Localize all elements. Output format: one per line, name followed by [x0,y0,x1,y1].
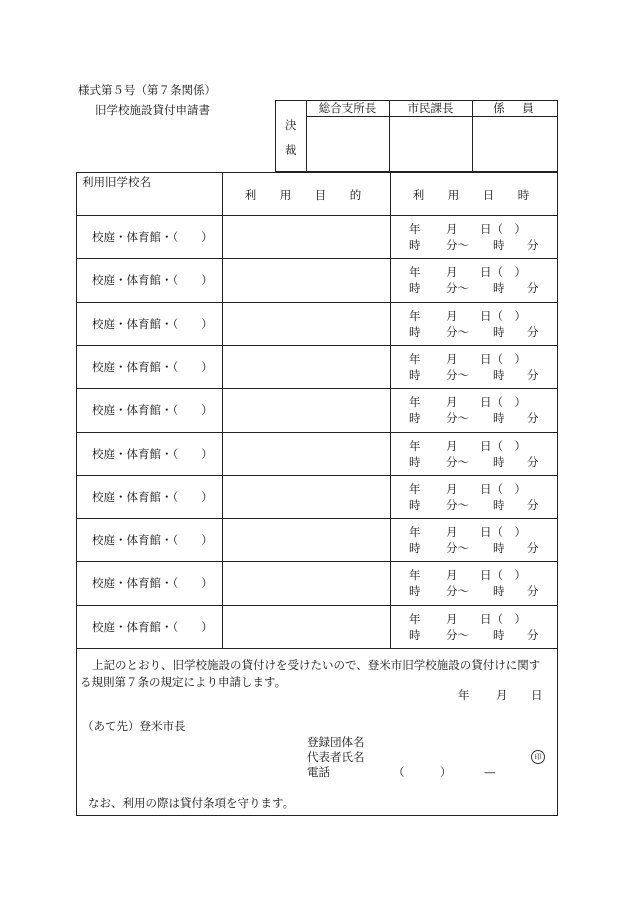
start-hour-label: 時 [409,238,421,252]
start-hour-label: 時 [409,497,421,512]
month-label: 月 [446,438,458,453]
facility-options: 校庭・体育館・（ ） [92,576,213,591]
day-weekday-label: 日（ ） [480,611,526,626]
start-minute-label: 分〜 [446,281,469,296]
row-divider [76,302,558,303]
phone-dash: — [484,765,496,779]
end-minute-label: 分 [527,497,539,512]
facility-options: 校庭・体育館・（ ） [92,619,213,634]
year-label: 年 [409,308,421,323]
year-label: 年 [409,265,421,280]
start-hour-label: 時 [409,367,421,382]
phone-paren-open: （ [393,765,405,779]
header-purpose: 利 用 目 的 [244,188,368,202]
facility-options: 校庭・体育館・（ ） [92,230,213,244]
approval-col-branch-head: 総合支所長 [318,101,377,115]
note: なお、利用の際は貸付条項を守ります。 [88,796,295,810]
row-divider [76,518,558,519]
end-minute-label: 分 [527,584,539,599]
month-label: 月 [446,525,458,540]
form-number: 様式第５号（第７条関係） [78,83,216,97]
approval-col-citizen-head: 市民課長 [407,101,454,115]
approval-label-2: 裁 [285,143,297,157]
start-minute-label: 分〜 [446,497,469,512]
start-minute-label: 分〜 [446,541,469,556]
day-weekday-label: 日（ ） [480,265,526,280]
date-day: 日 [531,688,543,702]
date-year: 年 [458,688,470,702]
year-label: 年 [409,222,421,236]
approval-label-1: 決 [285,118,297,132]
start-hour-label: 時 [409,281,421,296]
start-hour-label: 時 [409,454,421,469]
addressee: （あて先）登米市長 [82,719,186,733]
end-minute-label: 分 [527,541,539,556]
header-school: 利用旧学校名 [82,175,151,189]
year-label: 年 [409,525,421,540]
start-hour-label: 時 [409,627,421,642]
row-divider [76,345,558,346]
phone-paren-close: ） [440,765,452,779]
end-minute-label: 分 [527,627,539,642]
end-minute-label: 分 [527,324,539,339]
form-title: 旧学校施設貸付申請書 [95,103,210,117]
row-divider [76,561,558,562]
declaration-line-1: 上記のとおり、旧学校施設の貸付けを受けたいので、登米市旧学校施設の貸付けに関す [92,658,541,672]
facility-options: 校庭・体育館・（ ） [92,403,213,418]
year-label: 年 [409,611,421,626]
end-minute-label: 分 [527,281,539,296]
end-hour-label: 時 [493,454,505,469]
row-divider [76,475,558,476]
facility-options: 校庭・体育館・（ ） [92,533,213,548]
row-divider [76,605,558,606]
day-weekday-label: 日（ ） [480,481,526,496]
end-minute-label: 分 [527,454,539,469]
start-minute-label: 分〜 [446,411,469,426]
month-label: 月 [446,481,458,496]
end-hour-label: 時 [493,238,505,252]
month-label: 月 [446,611,458,626]
org-name-label: 登録団体名 [307,735,365,749]
end-hour-label: 時 [493,497,505,512]
start-hour-label: 時 [409,411,421,426]
day-weekday-label: 日（ ） [480,222,526,236]
end-minute-label: 分 [527,367,539,382]
end-minute-label: 分 [527,411,539,426]
row-divider [76,388,558,389]
facility-options: 校庭・体育館・（ ） [92,273,213,288]
start-minute-label: 分〜 [446,627,469,642]
month-label: 月 [446,222,458,236]
end-hour-label: 時 [493,367,505,382]
end-hour-label: 時 [493,584,505,599]
declaration-line-2: る規則第７条の規定により申請します。 [80,675,287,689]
date-month: 月 [496,688,508,702]
month-label: 月 [446,308,458,323]
representative-label: 代表者氏名 [307,750,365,764]
start-hour-label: 時 [409,584,421,599]
start-minute-label: 分〜 [446,454,469,469]
end-hour-label: 時 [493,627,505,642]
day-weekday-label: 日（ ） [480,308,526,323]
day-weekday-label: 日（ ） [480,395,526,410]
end-hour-label: 時 [493,541,505,556]
seal-mark: 印 [531,750,545,764]
year-label: 年 [409,481,421,496]
day-weekday-label: 日（ ） [480,351,526,366]
end-minute-label: 分 [527,238,539,252]
header-datetime: 利 用 日 時 [412,188,536,202]
year-label: 年 [409,438,421,453]
year-label: 年 [409,395,421,410]
facility-options: 校庭・体育館・（ ） [92,316,213,331]
end-hour-label: 時 [493,281,505,296]
start-minute-label: 分〜 [446,324,469,339]
month-label: 月 [446,395,458,410]
start-hour-label: 時 [409,541,421,556]
end-hour-label: 時 [493,411,505,426]
month-label: 月 [446,351,458,366]
start-minute-label: 分〜 [446,238,469,252]
day-weekday-label: 日（ ） [480,568,526,583]
start-hour-label: 時 [409,324,421,339]
row-divider [76,258,558,259]
approval-col-staff: 係 員 [493,101,537,115]
phone-label: 電話 [307,765,330,779]
day-weekday-label: 日（ ） [480,525,526,540]
start-minute-label: 分〜 [446,367,469,382]
end-hour-label: 時 [493,324,505,339]
month-label: 月 [446,265,458,280]
facility-options: 校庭・体育館・（ ） [92,446,213,461]
year-label: 年 [409,568,421,583]
start-minute-label: 分〜 [446,584,469,599]
facility-options: 校庭・体育館・（ ） [92,359,213,374]
year-label: 年 [409,351,421,366]
facility-options: 校庭・体育館・（ ） [92,489,213,504]
day-weekday-label: 日（ ） [480,438,526,453]
row-divider [76,648,558,649]
month-label: 月 [446,568,458,583]
row-divider [76,432,558,433]
